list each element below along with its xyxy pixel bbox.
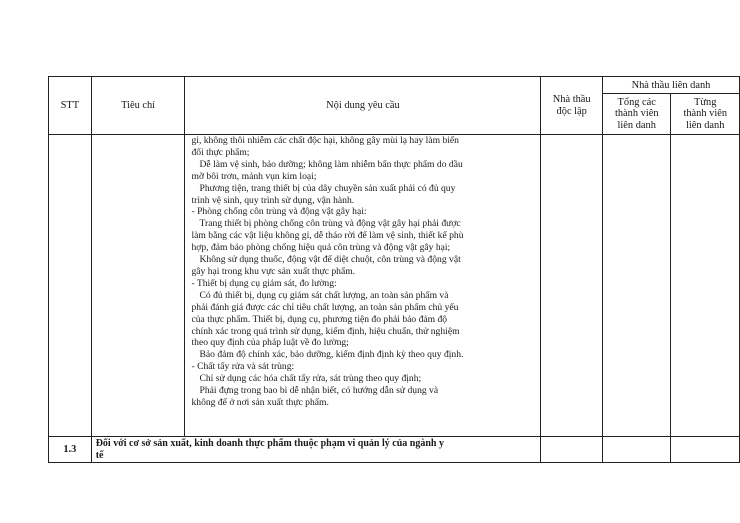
- cell-tong-empty: [602, 135, 670, 437]
- content-line: hợp, đảm bảo phòng chống hiệu quả côn trùng và động vật gây hại;: [191, 242, 451, 254]
- content-line: Có đủ thiết bị, dụng cụ giám sát chất lượng, an toàn sản phẩm và: [199, 289, 449, 301]
- content-line: chính xác trong quá trình sử dụng, kiểm định, hiệu chuẩn, thử nghiệm: [191, 325, 460, 337]
- header-tieu-chi: [91, 77, 185, 135]
- header-tong-line1: Tổng các: [617, 96, 656, 108]
- content-line: Không sử dụng thuốc, động vật để diệt chuột, côn trùng và động vật: [199, 254, 461, 266]
- section-tung-empty: [671, 437, 740, 463]
- requirements-table: [48, 76, 740, 463]
- content-line: gây hại trong khu vực sản xuất thực phẩm.: [191, 265, 356, 277]
- content-line: Trang thiết bị phòng chống côn trùng và động vật gây hại phải được: [199, 218, 461, 230]
- header-tung-line1: Từng: [694, 96, 717, 108]
- content-line: Bảo đảm độ chính xác, bảo dưỡng, kiểm định định kỳ theo quy định.: [199, 349, 464, 361]
- header-tung-line3: liên danh: [686, 119, 725, 131]
- section-title-line2: tế: [95, 449, 104, 461]
- header-lien-danh-label: Nhà thầu liên danh: [631, 79, 711, 91]
- header-nha-thau-lien-danh: [602, 77, 739, 94]
- content-cell: [185, 135, 541, 437]
- content-line: phải đánh giá được các chỉ tiêu chất lượng, an toàn sản phẩm chủ yếu: [191, 301, 459, 313]
- header-stt-label: STT: [60, 99, 80, 111]
- content-row: [49, 135, 740, 437]
- header-tung-line2: thành viên: [683, 108, 728, 120]
- content-line: - Chất tẩy rửa và sát trùng:: [191, 361, 295, 373]
- header-noi-dung: [185, 77, 541, 135]
- content-line: đổi thực phẩm;: [191, 146, 250, 158]
- content-line: - Phòng chống côn trùng và động vật gây hại:: [191, 206, 367, 218]
- cell-doc-lap-empty: [541, 135, 603, 437]
- section-tong-empty: [602, 437, 670, 463]
- content-line: Phương tiện, trang thiết bị của dây chuyền sản xuất phải có đủ quy: [199, 182, 456, 194]
- header-tung-thanh-vien: [671, 94, 740, 135]
- header-tong-cac-thanh-vien: [602, 94, 670, 135]
- content-line: Dễ làm vệ sinh, bảo dưỡng; không làm nhiễm bẩn thực phẩm do dầu: [199, 158, 463, 170]
- content-line: Phải đựng trong bao bì dễ nhận biết, có hướng dẫn sử dụng và: [199, 385, 439, 397]
- content-line: không để ở nơi sản xuất thực phẩm.: [191, 396, 329, 408]
- content-line: Chỉ sử dụng các hóa chất tẩy rửa, sát trùng theo quy định;: [199, 373, 422, 385]
- header-nha-thau-doc-lap: [541, 77, 603, 135]
- content-line: mỡ bôi trơn, mảnh vụn kim loại;: [191, 170, 317, 182]
- section-doc-lap-empty: [541, 437, 603, 463]
- header-doc-lap-line1: Nhà thầu: [552, 93, 591, 105]
- header-row-1: [49, 77, 740, 94]
- header-stt: [49, 77, 92, 135]
- header-tong-line2: thành viên: [614, 108, 659, 120]
- cell-tung-empty: [671, 135, 740, 437]
- content-line: gỉ, không thôi nhiễm các chất độc hại, không gây mùi lạ hay làm biến: [191, 135, 459, 146]
- content-line: của thực phẩm. Thiết bị, dụng cụ, phương tiện đo phải bảo đảm độ: [191, 313, 448, 325]
- cell-tieu-chi-empty: [91, 135, 185, 437]
- content-line: làm bằng các vật liệu không gỉ, dễ tháo rời để làm vệ sinh, thiết kế phù: [191, 230, 464, 242]
- header-doc-lap-line2: độc lập: [556, 105, 587, 117]
- cell-stt-empty: [49, 135, 92, 437]
- header-tieu-chi-label: Tiêu chí: [121, 99, 156, 111]
- section-row: [49, 437, 740, 463]
- header-tong-line3: liên danh: [617, 119, 656, 131]
- section-title: [91, 437, 541, 463]
- section-title-line1: Đối với cơ sở sản xuất, kinh doanh thực phẩm thuộc phạm vi quản lý của ngành y: [95, 438, 444, 449]
- content-line: trình vệ sinh, quy trình sử dụng, vận hành.: [191, 194, 355, 206]
- content-line: - Thiết bị dụng cụ giám sát, đo lường:: [191, 277, 337, 289]
- section-number: 1.3: [49, 437, 92, 463]
- header-noi-dung-label: Nội dung yêu cầu: [326, 99, 400, 111]
- content-line: theo quy định của pháp luật về đo lường;: [191, 337, 349, 349]
